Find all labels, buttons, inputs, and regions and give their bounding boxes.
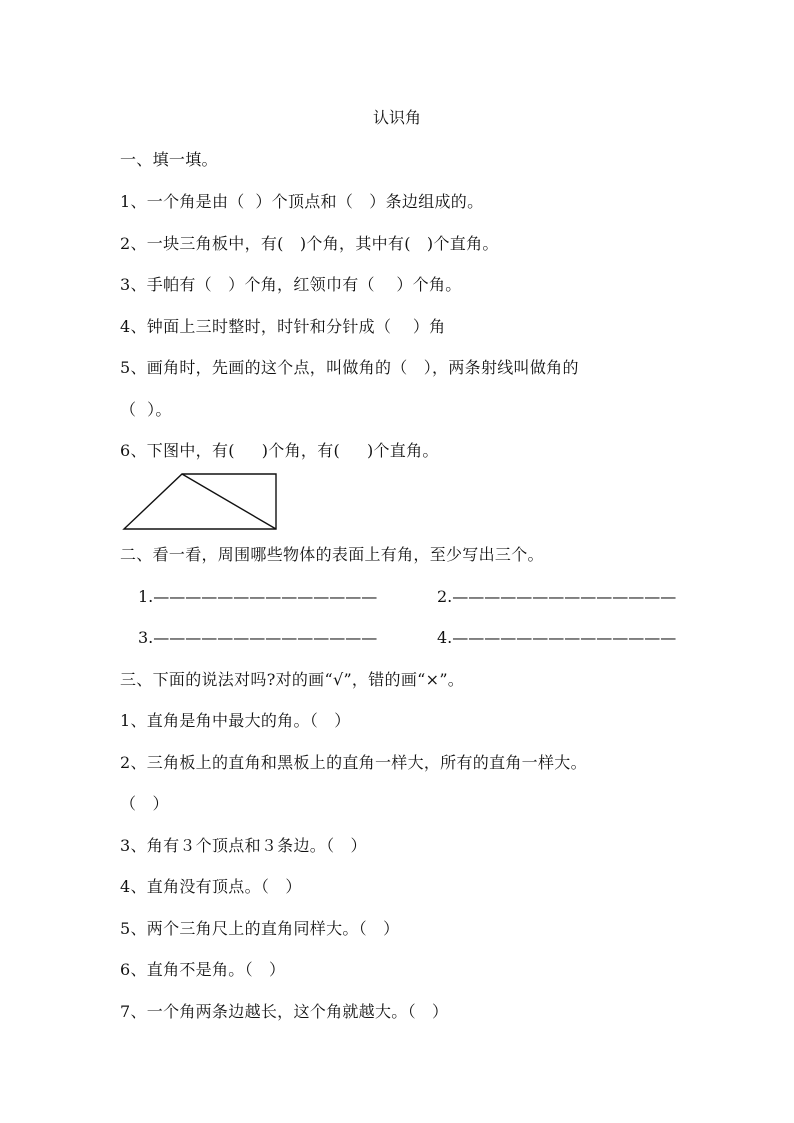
section3-item-4: 4、直角没有顶点。（ ）	[120, 877, 302, 896]
section1-item-5-continued: （ ）。	[120, 400, 172, 419]
page-title: 认识角	[372, 108, 421, 127]
section3-item-3: 3、角有３个顶点和３条边。（ ）	[120, 836, 367, 855]
section1-item-4: 4、钟面上三时整时，时针和分针成（ ）角	[120, 317, 446, 336]
section3-item-7: 7、一个角两条边越长，这个角就越大。（ ）	[120, 1002, 449, 1021]
section1-item-3: 3、手帕有（ ）个角，红领巾有（ ）个角。	[120, 275, 462, 294]
section2-heading: 二、看一看，周围哪些物体的表面上有角，至少写出三个。	[120, 545, 544, 564]
answer-blank-4: 4.——————————————	[437, 628, 677, 647]
section3-item-2: 2、三角板上的直角和黑板上的直角一样大，所有的直角一样大。	[120, 753, 587, 772]
figure-diagonal	[182, 474, 276, 529]
section3-heading: 三、下面的说法对吗?对的画“√”，错的画“×”。	[120, 670, 465, 689]
section3-item-6: 6、直角不是角。（ ）	[120, 960, 286, 979]
section3-item-2-continued: （ ）	[120, 794, 169, 813]
section1-item-5: 5、画角时，先画的这个点，叫做角的（ ），两条射线叫做角的	[120, 358, 579, 377]
rectangle-figure	[118, 468, 283, 534]
section1-item-2: 2、一块三角板中，有( )个角，其中有( )个直角。	[120, 234, 499, 253]
section1-heading: 一、填一填。	[120, 150, 218, 169]
section1-item-6: 6、下图中，有( )个角，有( )个直角。	[120, 441, 439, 460]
answer-blank-2: 2.——————————————	[437, 587, 677, 606]
section3-item-5: 5、两个三角尺上的直角同样大。（ ）	[120, 919, 400, 938]
answer-blank-3: 3.——————————————	[138, 628, 378, 647]
figure-outline	[124, 474, 276, 529]
answer-blank-1: 1.——————————————	[138, 587, 378, 606]
section3-item-1: 1、直角是角中最大的角。（ ）	[120, 711, 351, 730]
section1-item-1: 1、一个角是由（ ）个顶点和（ ）条边组成的。	[120, 192, 484, 211]
